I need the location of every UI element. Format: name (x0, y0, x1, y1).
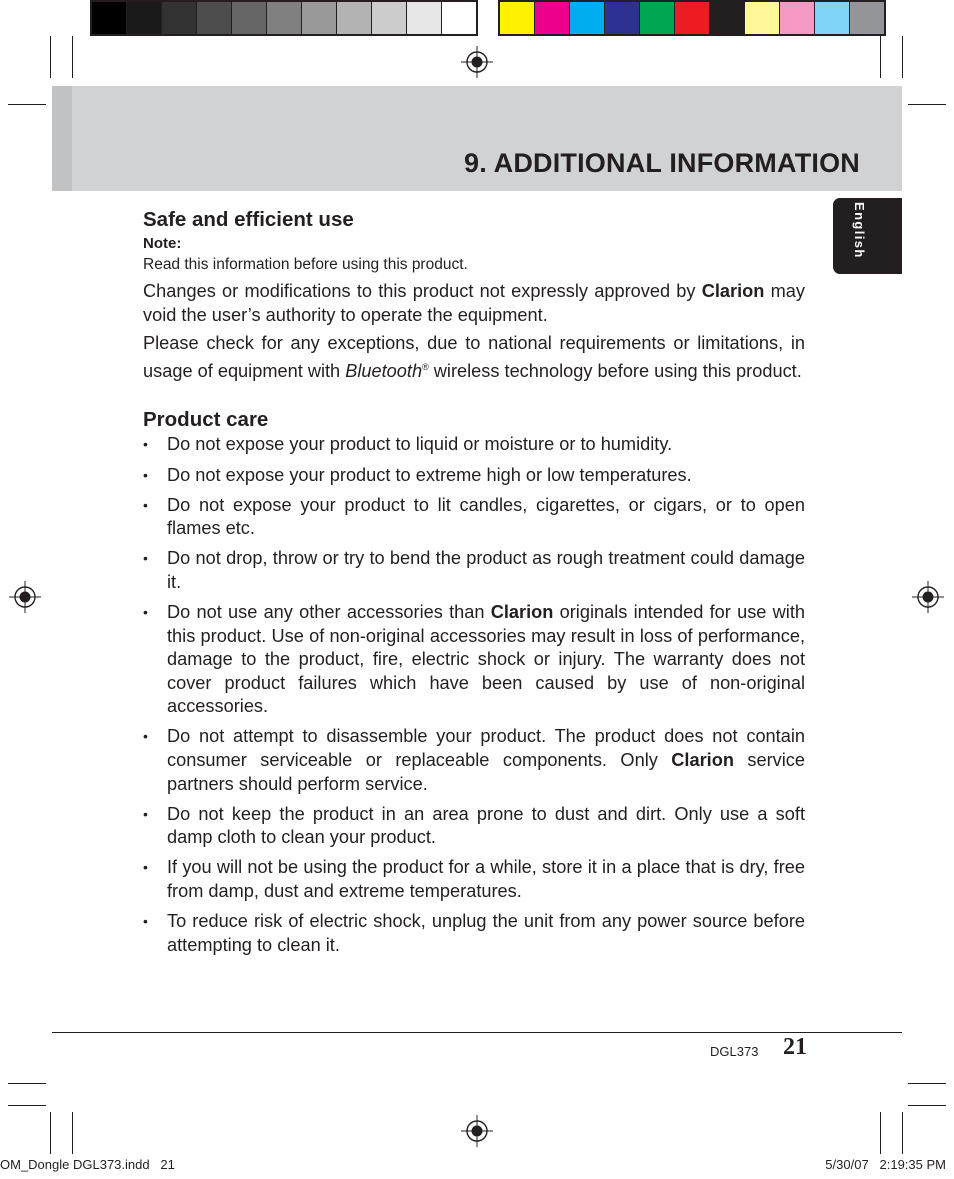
color-swatch (850, 2, 884, 34)
color-swatch (302, 2, 337, 34)
color-swatch (500, 2, 535, 34)
model-number: DGL373 (710, 1044, 759, 1059)
list-item: • Do not expose your product to lit candles, cigarettes, or cigars, or to open flames etc. (143, 494, 805, 539)
color-calibration-bar (90, 0, 886, 36)
product-care-list (143, 433, 805, 957)
list-item: • Do not use any other accessories than Clarion originals intended for use with this product. Use of non-original accessories may result in loss of performance, damage to the product, fire, electric shock or injury. The warranty does not cover product failures which have been caused by use of non-original accessories. (143, 602, 805, 717)
color-swatch (710, 2, 745, 34)
list-item: • Do not attempt to disassemble your product. The product does not contain consumer serviceable or replaceable components. Only Clarion service partners should perform service. (143, 726, 805, 794)
language-tab (833, 198, 902, 274)
color-swatch (197, 2, 232, 34)
color-swatch (232, 2, 267, 34)
color-swatch (92, 2, 127, 34)
note-label: Note: (143, 235, 182, 252)
color-swatch (442, 2, 476, 34)
color-swatch (605, 2, 640, 34)
color-swatch (127, 2, 162, 34)
footer-divider (52, 1032, 902, 1033)
paragraph-approval: Changes or modifications to this product not expressly approved by Clarion may void the user’s authority to operate the equipment. (143, 281, 805, 325)
list-item: • Do not drop, throw or try to bend the product as rough treatment could damage it. (143, 548, 805, 592)
color-swatch (372, 2, 407, 34)
color-swatch (745, 2, 780, 34)
page-number: 21 (783, 1034, 807, 1060)
color-swatch (780, 2, 815, 34)
crosshair-circle-icon (461, 1115, 493, 1147)
grayscale-swatch-group (90, 0, 478, 36)
list-item: • To reduce risk of electric shock, unplug the unit from any power source before attempting to clean it. (143, 911, 805, 955)
list-item: • If you will not be using the product for a while, store it in a place that is dry, free from damp, dust and extreme temperatures. (143, 857, 805, 902)
color-swatch (675, 2, 710, 34)
section-heading-product-care: Product care (143, 408, 269, 432)
color-swatch (162, 2, 197, 34)
list-item: • Do not expose your product to extreme high or low temperatures. (143, 464, 692, 485)
main-content (143, 207, 805, 964)
color-swatch (337, 2, 372, 34)
paragraph-bluetooth: Please check for any exceptions, due to national requirements or limitations, in usage of equipment with Bluetooth® wireless technology before using this product. (143, 333, 805, 381)
crosshair-circle-icon (461, 46, 493, 78)
crosshair-circle-icon (912, 581, 944, 613)
list-item: • Do not expose your product to liquid or moisture or to humidity. (143, 434, 673, 455)
color-swatch (535, 2, 570, 34)
color-swatch-group (498, 0, 886, 36)
crosshair-circle-icon (9, 581, 41, 613)
registered-mark: ® (422, 361, 429, 372)
note-text: Read this information before using this product. (143, 256, 468, 273)
color-swatch (407, 2, 442, 34)
language-tab-label: English (852, 202, 867, 259)
list-item: • Do not keep the product in an area prone to dust and dirt. Only use a soft damp cloth to clean your product. (143, 803, 805, 848)
color-swatch (267, 2, 302, 34)
chapter-title: 9. ADDITIONAL INFORMATION (464, 148, 860, 178)
bluetooth-term: Bluetooth (345, 360, 423, 381)
section-heading-safe-use: Safe and efficient use (143, 208, 354, 231)
brand-name: Clarion (701, 281, 765, 301)
color-swatch (815, 2, 850, 34)
print-slug-datetime: 5/30/07 2:19:35 PM (825, 1157, 946, 1172)
brand-name: Clarion (490, 602, 554, 622)
print-slug-file: OM_Dongle DGL373.indd 21 (0, 1157, 175, 1172)
color-swatch (570, 2, 605, 34)
brand-name: Clarion (671, 750, 734, 771)
color-swatch (640, 2, 675, 34)
